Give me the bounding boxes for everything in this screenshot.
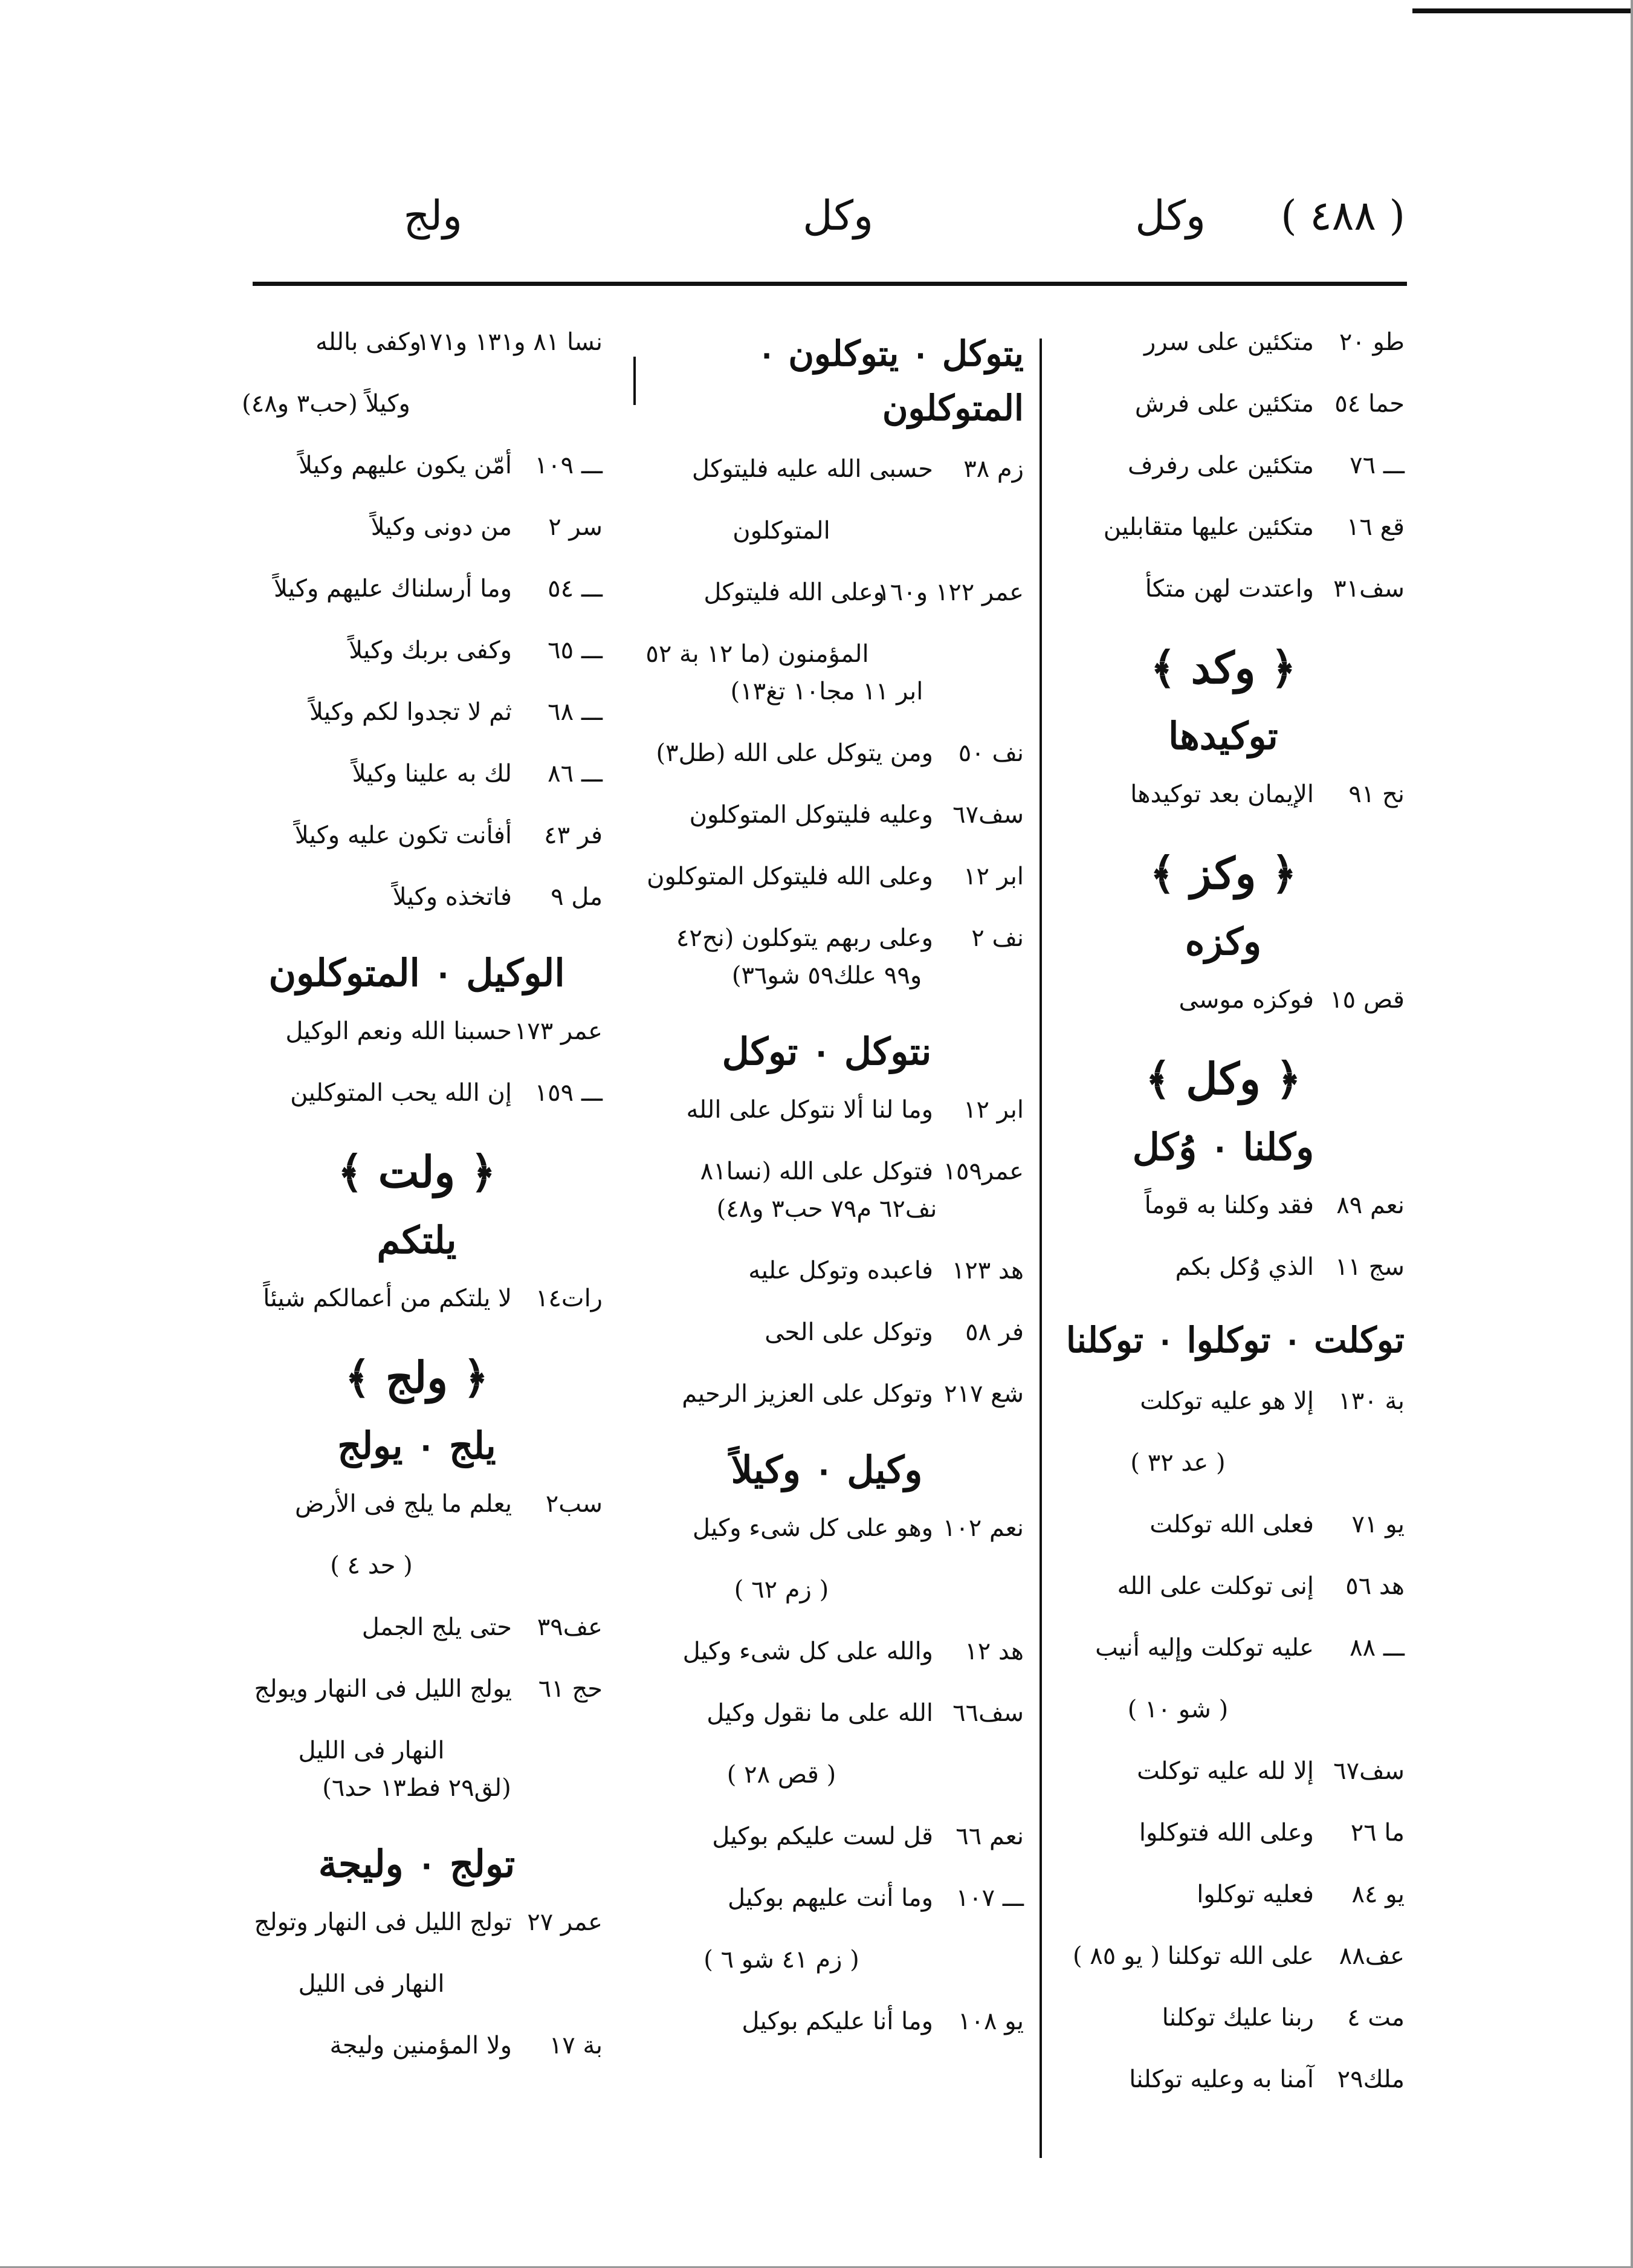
verse-continuation: النهار فى الليل [298,1970,445,1998]
verse-ref: بة ١٣٠ [1338,1387,1405,1415]
verse-ref: قص ١٥ [1330,986,1405,1014]
derived-heading: يلتكم [377,1218,457,1262]
cross-ref: ابر ١١ مجا١٠ تغ١٣) [730,678,923,705]
verse-ref: سر ٢ [548,513,603,541]
list-item [1042,2064,1405,2095]
list-item [231,1612,603,1643]
list-item [231,696,603,728]
verse-text: إلا لله عليه توكلت [1137,1757,1314,1785]
cross-ref: ( عد ٣٢ ) [1130,1449,1226,1477]
verse-text: وما أنا عليكم بوكيل [742,2007,933,2035]
verse-ref: حما ٥٤ [1334,390,1405,418]
verse-text: فتوكل على الله (نسا٨١ [700,1158,933,1185]
root-heading: ﴿ ولت ﴾ [337,1146,496,1197]
verse-ref: عمر ٢٧ [527,1908,603,1936]
verse-ref: عمر ١٢٢ و١٦٠ [877,578,1024,606]
verse-ref: مت ٤ [1347,2004,1405,2032]
verse-text: وهو على كل شىء وكيل [692,1514,933,1542]
header-right-word: وكل [1135,192,1206,240]
verse-text: فعليه توكلوا [1197,1881,1314,1908]
list-item [630,922,1024,954]
verse-ref: سف٣١ [1333,575,1405,603]
verse-ref: يو ٨٤ [1351,1881,1405,1908]
list-item [231,758,603,789]
top-rule [1412,8,1633,13]
list-item [1042,2002,1405,2033]
list-item [231,450,603,481]
header-middle-word: وكل [803,192,873,240]
verse-text: متكئين على رفرف [1127,452,1314,479]
verse-text: فعلى الله توكلت [1150,1511,1314,1538]
section-heading: تولج ۰ وليجة [318,1842,516,1886]
list-item [231,1283,603,1314]
list-item [630,1094,1024,1126]
verse-text: إلا هو عليه توكلت [1140,1387,1314,1415]
list-item [1042,1879,1405,1910]
verse-continuation: النهار فى الليل [298,1737,445,1764]
verse-text: الذي وُكل بكم [1175,1253,1314,1281]
cross-ref: و٩٩ علك٥٩ شو٣٦) [731,962,922,990]
verse-text: وعلى الله فتوكلوا [1139,1819,1314,1847]
verse-text: وعلى الله فليتوكل [703,578,885,606]
list-item [231,1907,603,2000]
derived-heading: يلج ۰ يولج [337,1424,496,1468]
list-item [630,577,1024,670]
verse-ref: ـــ ٨٨ [1350,1634,1405,1662]
list-item [1042,1632,1405,1725]
list-item [1042,573,1405,604]
verse-text: عليه توكلت وإليه أنيب [1095,1634,1314,1662]
verse-text: وتوكل على العزيز الرحيم [682,1380,933,1408]
verse-ref: هد ١٢ [965,1638,1024,1665]
list-item [630,1317,1024,1348]
verse-ref: نعم ٨٩ [1336,1191,1405,1219]
verse-ref: ابر ١٢ [963,1096,1024,1124]
verse-continuation: المؤمنون (ما ١٢ بة ٥٢ [645,640,869,668]
scan-edge [1631,0,1633,2268]
list-item [1042,1817,1405,1848]
list-item [630,453,1024,546]
list-item [1042,1251,1405,1283]
verse-text: من دونى وكيلاً [370,513,512,541]
root-heading: ﴿ ولج ﴾ [344,1352,489,1403]
verse-continuation: المتوكلون [732,517,830,545]
section-heading: توكلت ۰ توكلوا ۰ توكلنا [1065,1320,1405,1361]
verse-ref: بة ١٧ [549,2032,603,2059]
verse-text: تولج الليل فى النهار وتولج [254,1908,512,1936]
verse-ref: يو ١٠٨ [958,2007,1024,2035]
list-item [630,1255,1024,1286]
verse-ref: ملك٢٩ [1337,2066,1405,2093]
verse-ref: نعم ١٠٢ [942,1514,1024,1542]
verse-ref: قع ١٦ [1346,513,1405,541]
cross-ref: نف٦٢ م٧٩ حب٣ و٤٨) [716,1195,937,1223]
verse-text: يولج الليل فى النهار ويولج [254,1675,512,1703]
verse-ref: عمر ١٧٣ [514,1017,603,1045]
verse-ref: نح ٩١ [1348,780,1405,808]
verse-text: حسبى الله عليه فليتوكل [691,455,933,483]
list-item [1042,1190,1405,1221]
list-item [1042,511,1405,543]
verse-continuation: وكيلاً (حب٣ و٤٨) [242,390,410,418]
verse-text: وما أنت عليهم بوكيل [727,1884,933,1912]
list-item [630,799,1024,831]
list-item [231,881,603,913]
list-item [630,1697,1024,1790]
header-rule [253,282,1407,286]
verse-ref: ـــ ٥٤ [548,575,603,603]
list-item [1042,1755,1405,1787]
root-heading: ﴿ وكل ﴾ [1145,1053,1302,1104]
verse-text: ربنا عليك توكلنا [1162,2004,1314,2032]
verse-text: فقد وكلنا به قوماً [1144,1191,1314,1219]
cross-ref: ( قص ٢٨ ) [726,1761,836,1789]
list-item [231,635,603,666]
verse-ref: ـــ ٨٦ [548,760,603,788]
list-item [1042,1940,1405,1972]
verse-text: وعلى ربهم يتوكلون (نح٤٢ [676,924,933,952]
verse-ref: فر ٤٣ [544,821,603,849]
verse-text: فاتخذه وكيلاً [392,883,512,911]
left-column [231,326,603,2091]
verse-text: وعلى الله فليتوكل المتوكلون [647,863,933,890]
list-item [1042,1385,1405,1479]
verse-ref: سف٦٦ [952,1699,1024,1727]
verse-ref: نعم ٦٦ [956,1822,1024,1850]
verse-ref: عف٣٩ [537,1613,603,1641]
verse-text: متكئين على سرر [1144,328,1314,356]
verse-text: حسبنا الله ونعم الوكيل [285,1017,512,1045]
verse-text: ولا المؤمنين وليجة [329,2032,512,2059]
verse-ref: عف٨٨ [1339,1942,1405,1970]
cross-ref: ( زم ٤١ شو ٦ ) [703,1946,859,1974]
verse-text: إنى توكلت على الله [1117,1572,1314,1600]
verse-ref: طو ٢٠ [1339,328,1405,356]
root-heading: ﴿ وكد ﴾ [1150,642,1296,693]
verse-ref: عمر١٥٩ [943,1158,1024,1185]
verse-text: وتوكل على الحى [765,1318,933,1346]
verse-text: وكفى بربك وكيلاً [349,637,512,664]
verse-ref: هد ٥٦ [1345,1572,1405,1600]
verse-ref: زم ٣٨ [963,455,1024,483]
cross-ref: ( شو ١٠ ) [1127,1696,1229,1723]
list-item [630,1821,1024,1852]
verse-ref: حج ٦١ [538,1675,603,1703]
verse-ref: سب٢ [545,1490,603,1518]
verse-ref: يو ٧١ [1351,1511,1405,1538]
verse-text: لا يلتكم من أعمالكم شيئاً [263,1285,512,1312]
verse-ref: شع ٢١٧ [944,1380,1024,1408]
entry-list [1042,326,1405,604]
verse-text: قل لست عليكم بوكيل [712,1822,933,1850]
verse-text: الإيمان بعد توكيدها [1130,780,1314,808]
page-header [254,192,1405,259]
list-item [630,2006,1024,2037]
verse-ref: نسا ٨١ و١٣١ و١٧١ [416,328,603,356]
list-item [630,737,1024,769]
verse-ref: سف٦٧ [1333,1757,1405,1785]
verse-text: فوكزه موسى [1179,986,1314,1014]
list-item [1042,450,1405,481]
verse-text: يعلم ما يلج فى الأرض [294,1490,512,1518]
section-heading: وكيل ۰ وكيلاً [731,1448,923,1492]
middle-column [630,326,1024,2067]
verse-text: آمنا به وعليه توكلنا [1129,2066,1314,2093]
verse-text: والله على كل شىء وكيل [682,1638,933,1665]
verse-text: على الله توكلنا ( يو ٨٥ ) [1072,1942,1314,1970]
header-left-word: ولج [403,192,462,240]
verse-text: ثم لا تجدوا لكم وكيلاً [309,698,512,726]
list-item [231,1077,603,1109]
verse-text: إن الله يحب المتوكلين [290,1079,512,1107]
list-item [231,820,603,851]
verse-ref: ـــ ٧٦ [1350,452,1405,479]
derived-heading: وكزه [1185,919,1262,964]
verse-text: وكفى بالله [315,328,421,356]
section-heading: الوكيل ۰ المتوكلون [268,951,565,995]
verse-text: الله على ما نقول وكيل [707,1699,933,1727]
list-item [630,1512,1024,1605]
verse-ref: ـــ ٦٥ [548,637,603,664]
cross-ref: (لق٢٩ فط١٣ حد٦) [322,1774,511,1802]
cross-ref: ( حد ٤ ) [330,1552,413,1580]
list-item [1042,779,1405,810]
list-item [231,1016,603,1047]
verse-ref: نف ٥٠ [958,739,1024,767]
derived-heading: وكلنا ۰ وُكل [1132,1125,1314,1169]
verse-ref: ـــ ١٥٩ [534,1079,603,1107]
list-item [231,2030,603,2061]
right-column [1042,326,1405,2125]
section-heading: نتوكل ۰ توكل [722,1029,932,1074]
list-item [231,573,603,604]
verse-text: حتى يلج الجمل [361,1613,512,1641]
verse-text: فاعبده وتوكل عليه [748,1257,933,1285]
section-heading: يتوكل ۰ يتوكلون ۰ المتوكلون [757,333,1024,429]
list-item [231,511,603,543]
verse-text: متكئين عليها متقابلين [1103,513,1314,541]
verse-ref: سف٦٧ [952,801,1024,829]
list-item [630,861,1024,892]
verse-text: وعليه فليتوكل المتوكلون [689,801,933,829]
list-item [1042,984,1405,1016]
verse-ref: ـــ ١٠٩ [534,452,603,479]
list-item [231,326,603,420]
page-number: ( ٤٨٨ ) [1281,192,1405,240]
verse-ref: نف ٢ [971,924,1024,952]
list-item [630,1378,1024,1410]
verse-ref: ـــ ٦٨ [548,698,603,726]
verse-text: لك به علينا وكيلاً [352,760,512,788]
verse-ref: ابر ١٢ [963,863,1024,890]
verse-ref: مل ٩ [551,883,603,911]
verse-ref: رات١٤ [535,1285,603,1312]
list-item [231,1673,603,1766]
list-item [1042,388,1405,420]
list-item [1042,1509,1405,1540]
cross-ref: ( زم ٦٢ ) [734,1576,829,1604]
list-item [1042,1570,1405,1602]
list-item [630,1636,1024,1667]
verse-text: أمّن يكون عليهم وكيلاً [299,452,512,479]
verse-text: واعتدت لهن متكأ [1145,575,1314,603]
verse-text: أفأنت تكون عليه وكيلاً [294,821,512,849]
root-heading: ﴿ وكز ﴾ [1150,847,1297,899]
verse-text: ومن يتوكل على الله (طل٣) [656,739,933,767]
list-item [630,1156,1024,1187]
verse-ref: سج ١١ [1334,1253,1405,1281]
verse-text: وما أرسلناك عليهم وكيلاً [273,575,512,603]
derived-heading: توكيدها [1168,714,1278,758]
verse-text: متكئين على فرش [1134,390,1314,418]
verse-ref: فر ٥٨ [965,1318,1024,1346]
list-item [1042,326,1405,358]
list-item [630,1882,1024,1975]
verse-ref: ما ٢٦ [1350,1819,1405,1847]
list-item [231,1488,603,1581]
verse-ref: هد ١٢٣ [951,1257,1024,1285]
verse-text: وما لنا ألا نتوكل على الله [686,1096,933,1124]
verse-ref: ـــ ١٠٧ [956,1884,1024,1912]
